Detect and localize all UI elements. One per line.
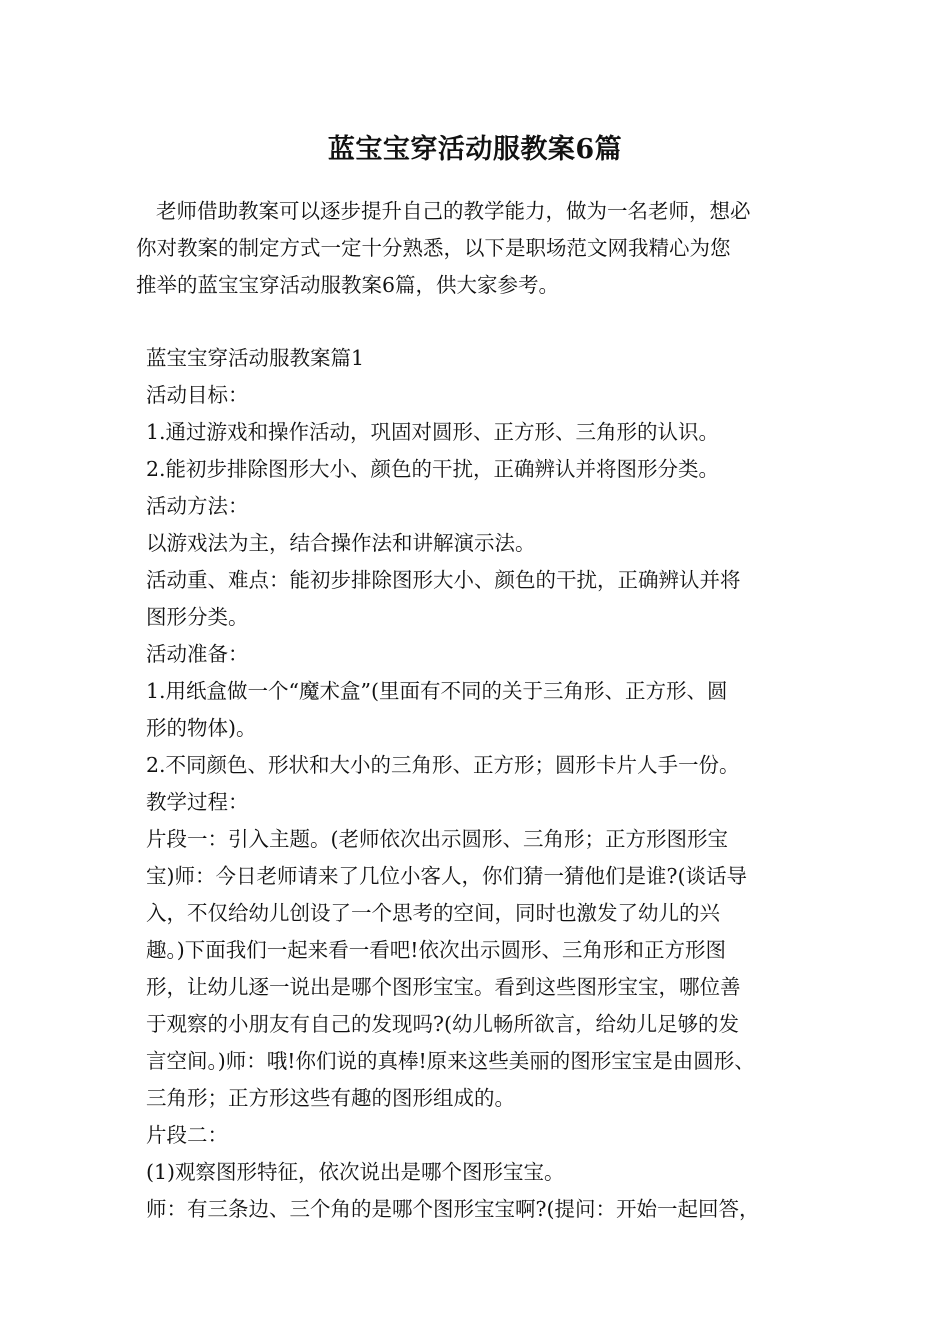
body-line: 教学过程： [146, 790, 249, 814]
body-line: 2.能初步排除图形大小、颜色的干扰，正确辨认并将图形分类。 [146, 457, 720, 481]
body-line: 趣。)下面我们一起来看一看吧!依次出示圆形、三角形和正方形图 [146, 938, 726, 962]
document-body [146, 340, 810, 1228]
body-line: 入，不仅给幼儿创设了一个思考的空间，同时也激发了幼儿的兴 [146, 901, 720, 925]
body-line: 形的物体)。 [146, 716, 257, 740]
body-line: 1.用纸盒做一个“魔术盒”(里面有不同的关于三角形、正方形、圆 [146, 679, 728, 703]
body-line: 以游戏法为主，结合操作法和讲解演示法。 [146, 531, 536, 555]
body-line: 言空间。)师：哦!你们说的真棒!原来这些美丽的图形宝宝是由圆形、 [146, 1049, 755, 1073]
body-line: 形，让幼儿逐一说出是哪个图形宝宝。看到这些图形宝宝，哪位善 [146, 975, 741, 999]
body-line: 片段一：引入主题。(老师依次出示圆形、三角形；正方形图形宝 [146, 827, 728, 851]
body-line: 三角形；正方形这些有趣的图形组成的。 [146, 1086, 515, 1110]
body-line: 师：有三条边、三个角的是哪个图形宝宝啊?(提问：开始一起回答， [146, 1197, 760, 1221]
body-line: 于观察的小朋友有自己的发现吗?(幼儿畅所欲言，给幼儿足够的发 [146, 1012, 739, 1036]
body-line: 1.通过游戏和操作活动，巩固对圆形、正方形、三角形的认识。 [146, 420, 720, 444]
section-heading: 蓝宝宝穿活动服教案篇1 [146, 346, 365, 370]
intro-line: 推举的蓝宝宝穿活动服教案6篇，供大家参考。 [136, 273, 560, 297]
intro-line: 老师借助教案可以逐步提升自己的教学能力，做为一名老师，想必 [156, 199, 751, 223]
body-line: 2.不同颜色、形状和大小的三角形、正方形；圆形卡片人手一份。 [146, 753, 740, 777]
body-line: 片段二： [146, 1123, 228, 1147]
intro-paragraph [136, 193, 810, 304]
body-line: 活动方法： [146, 494, 249, 518]
body-line: 活动重、难点：能初步排除图形大小、颜色的干扰，正确辨认并将 [146, 568, 741, 592]
body-line: (1)观察图形特征，依次说出是哪个图形宝宝。 [146, 1160, 565, 1184]
body-line: 活动准备： [146, 642, 249, 666]
body-line: 图形分类。 [146, 605, 249, 629]
document-title: 蓝宝宝穿活动服教案6篇 [327, 134, 623, 165]
body-line: 宝)师：今日老师请来了几位小客人，你们猜一猜他们是谁?(谈话导 [146, 864, 747, 888]
body-line: 活动目标： [146, 383, 249, 407]
intro-line: 你对教案的制定方式一定十分熟悉，以下是职场范文网我精心为您 [136, 236, 731, 260]
